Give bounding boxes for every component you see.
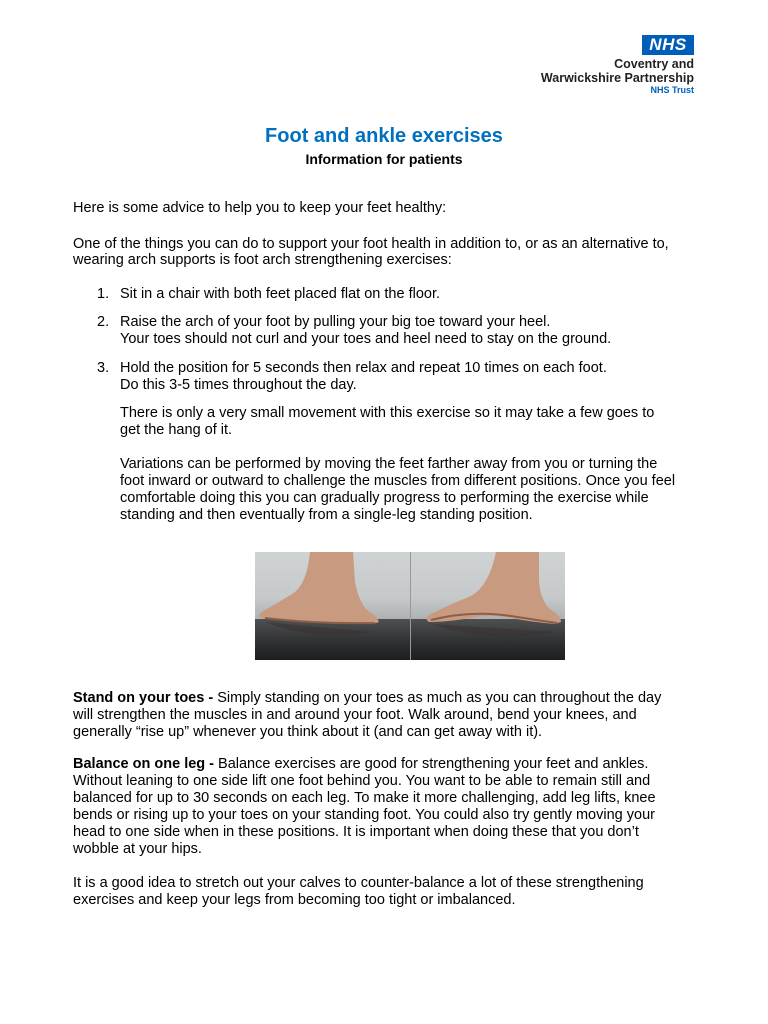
foot-shape xyxy=(255,552,410,660)
step-text: Hold the position for 5 seconds then relax and repeat 10 times on each foot. xyxy=(120,360,607,376)
foot-shape xyxy=(411,552,566,660)
balance-paragraph-line: head to one side when in these positions. It is important when doing these that you don’t xyxy=(73,824,639,840)
step-text: Do this 3-5 times throughout the day. xyxy=(120,377,357,393)
balance-paragraph-line: bends or rising up to your toes on your standing foot. You could also try gently moving your xyxy=(73,807,655,823)
toes-paragraph-line: will strengthen the muscles in and around your foot. Walk around, bend your knees, and xyxy=(73,707,637,723)
variation-line: Variations can be performed by moving the feet farther away from you or turning the xyxy=(120,456,658,472)
step-number: 2. xyxy=(97,314,110,330)
para2-line2: wearing arch supports is foot arch strengthening exercises: xyxy=(73,252,452,268)
note-line: There is only a very small movement with this exercise so it may take a few goes to xyxy=(120,405,655,421)
closing-line: exercises and keep your legs from becoming too tight or imbalanced. xyxy=(73,892,516,908)
org-name-line2: Warwickshire Partnership xyxy=(540,71,694,85)
step-text: Raise the arch of your foot by pulling your big toe toward your heel. xyxy=(120,314,551,330)
toes-paragraph-line1: Stand on your toes - Simply standing on your toes as much as you can throughout the day xyxy=(73,690,662,706)
balance-paragraph-line1: Balance on one leg - Balance exercises are good for strengthening your feet and ankles. xyxy=(73,756,649,772)
nhs-badge: NHS xyxy=(642,35,694,55)
balance-heading: Balance on one leg - xyxy=(73,756,214,772)
org-name-line1: Coventry and xyxy=(614,57,694,71)
toes-paragraph-line: generally “rise up” whenever you think about it (and can get away with it). xyxy=(73,724,543,740)
variation-line: standing and then eventually from a single-leg standing position. xyxy=(120,507,533,523)
step-text: Your toes should not curl and your toes and heel need to stay on the ground. xyxy=(120,331,612,347)
foot-photo-relaxed xyxy=(255,552,410,660)
nhs-trust-logo xyxy=(500,30,700,100)
step-number: 1. xyxy=(97,286,110,302)
foot-photo-arched xyxy=(410,552,566,660)
step-text: Sit in a chair with both feet placed flat on the floor. xyxy=(120,286,440,302)
balance-paragraph-line: Without leaning to one side lift one foot behind you. You want to be able to remain still and xyxy=(73,773,651,789)
note-line: get the hang of it. xyxy=(120,422,233,438)
intro-text: Here is some advice to help you to keep your feet healthy: xyxy=(73,200,447,216)
balance-paragraph-line: wobble at your hips. xyxy=(73,841,202,857)
para2-line1: One of the things you can do to support your foot health in addition to, or as an alternative to, xyxy=(73,236,669,252)
page-title: Foot and ankle exercises xyxy=(265,125,503,147)
step-number: 3. xyxy=(97,360,110,376)
feet-arch-photo xyxy=(255,552,565,660)
balance-paragraph-line: balanced for up to 30 seconds on each leg. To make it more challenging, add leg lifts, knee xyxy=(73,790,656,806)
toes-heading: Stand on your toes - xyxy=(73,690,214,706)
page-subtitle: Information for patients xyxy=(305,151,463,167)
variation-line: foot inward or outward to challenge the muscles from different positions. Once you feel xyxy=(120,473,676,489)
variation-line: comfortable doing this you can gradually progress to performing the exercise while xyxy=(120,490,649,506)
closing-line: It is a good idea to stretch out your calves to counter-balance a lot of these strengthening xyxy=(73,875,644,891)
org-name-line3: NHS Trust xyxy=(650,85,694,95)
